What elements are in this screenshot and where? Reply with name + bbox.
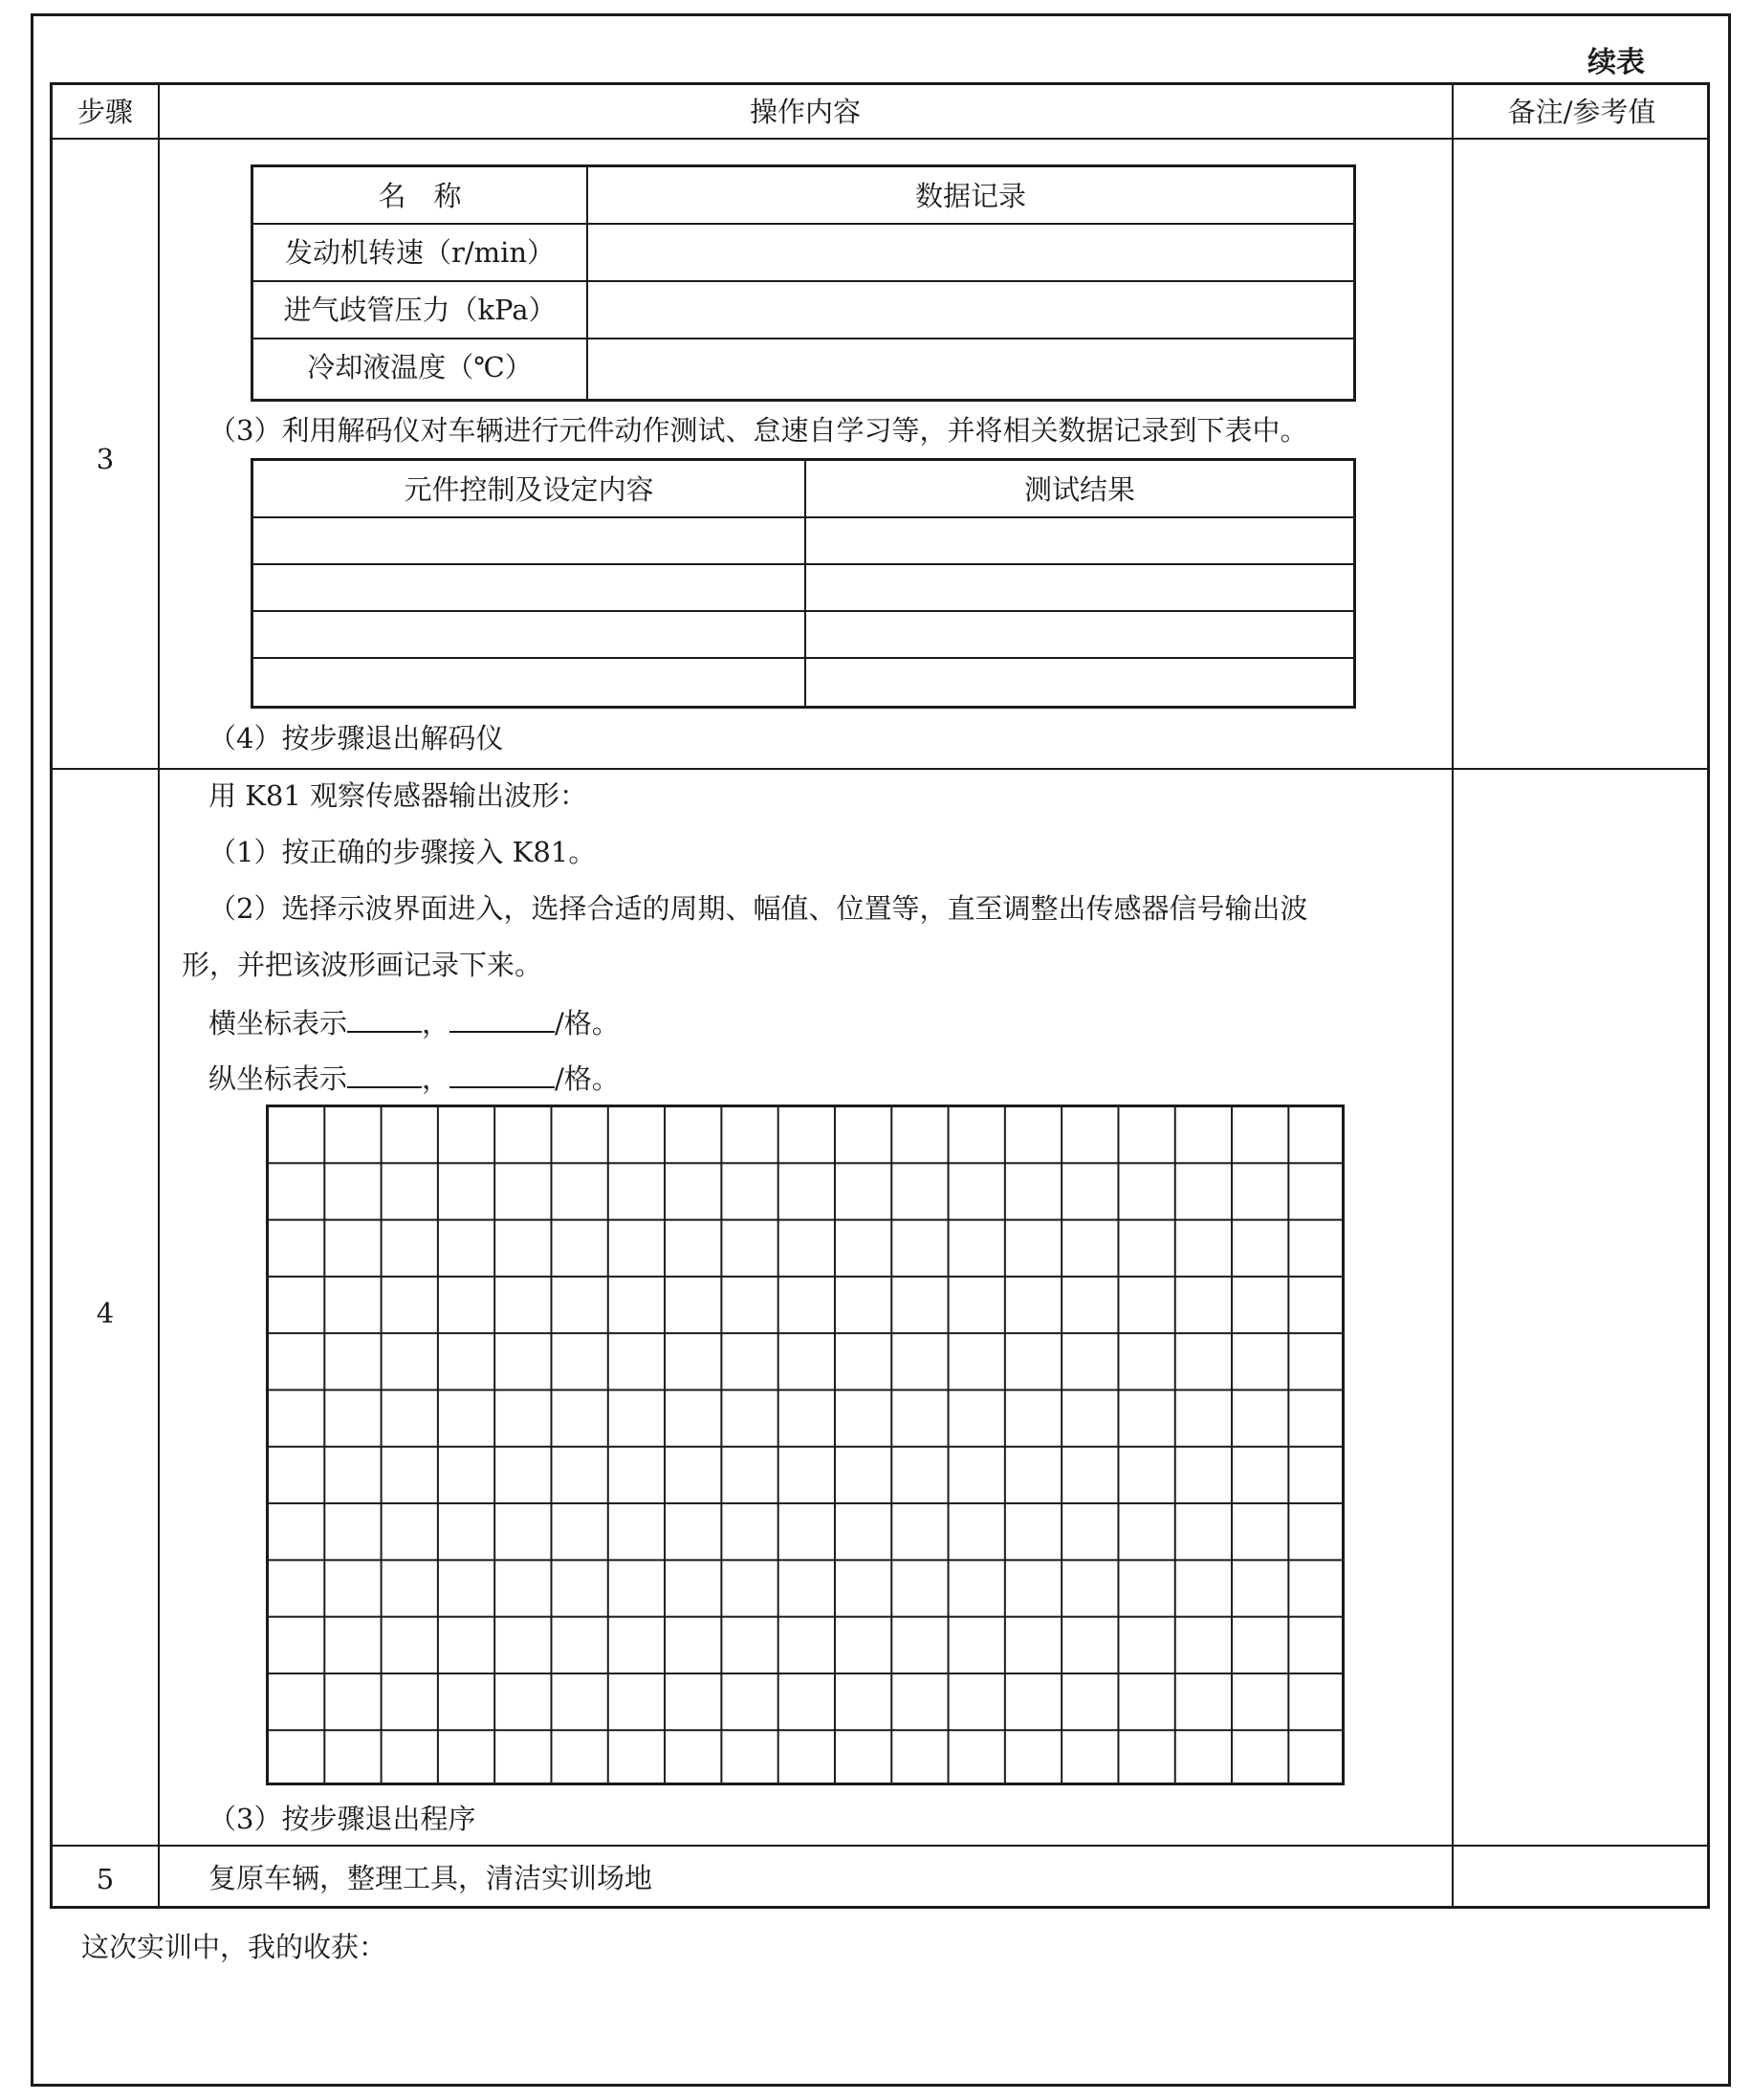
step-number-5: 5 [96, 1863, 115, 1895]
header-record: 数据记录 [914, 180, 1026, 212]
header-test-result: 测试结果 [1023, 473, 1135, 506]
header-content: 操作内容 [749, 96, 861, 128]
x-axis-scale-blank[interactable] [449, 1008, 555, 1033]
header-note: 备注/参考值 [1507, 96, 1656, 128]
step4-item3: （3）按步骤退出程序 [208, 1803, 476, 1835]
test-result-table [251, 458, 1356, 709]
x-axis-line [208, 1008, 620, 1038]
table-row-divider [253, 338, 1353, 339]
step3-instruction-4: （4）按步骤退出解码仪 [208, 722, 504, 755]
step4-intro: 用 K81 观察传感器输出波形： [208, 779, 588, 812]
row-divider [53, 768, 1707, 770]
per-grid-text: /格。 [555, 1062, 620, 1095]
x-axis-label: 横坐标表示 [208, 1007, 348, 1039]
per-grid-text: /格。 [555, 1007, 620, 1039]
footer-prompt: 这次实训中，我的收获： [81, 1931, 387, 1963]
step4-item2-line1: （2）选择示波界面进入，选择合适的周期、幅值、位置等，直至调整出传感器信号输出波 [208, 892, 1308, 925]
table-row-divider [253, 610, 1353, 612]
table-row-divider [253, 657, 1353, 659]
column-divider [158, 85, 160, 1906]
step-number-3: 3 [96, 443, 115, 475]
row-manifold-pressure: 进气歧管压力（kPa） [283, 294, 557, 326]
waveform-grid[interactable] [266, 1105, 1345, 1785]
step4-item1: （1）按正确的步骤接入 K81。 [208, 836, 597, 868]
y-axis-line [208, 1063, 620, 1093]
header-name: 名 称 [378, 180, 462, 212]
header-component-control: 元件控制及设定内容 [404, 473, 654, 506]
table-row-divider [253, 280, 1353, 282]
comma: ， [422, 1007, 450, 1039]
x-axis-quantity-blank[interactable] [347, 1008, 422, 1033]
header-step: 步骤 [77, 96, 133, 128]
row-engine-speed: 发动机转速（r/min） [284, 236, 556, 269]
table-row-divider [253, 563, 1353, 565]
y-axis-quantity-blank[interactable] [347, 1063, 422, 1088]
table-row-divider [253, 223, 1353, 225]
table-row-divider [253, 516, 1353, 518]
row-divider [53, 138, 1707, 140]
row-divider [53, 1845, 1707, 1847]
column-divider [1452, 85, 1454, 1906]
step4-item2-line2: 形，并把该波形画记录下来。 [182, 949, 543, 981]
step3-instruction-3: （3）利用解码仪对车辆进行元件动作测试、怠速自学习等，并将相关数据记录到下表中。 [208, 414, 1308, 447]
step5-content: 复原车辆，整理工具，清洁实训场地 [208, 1862, 653, 1894]
step-number-4: 4 [96, 1297, 115, 1329]
data-record-table [251, 164, 1356, 402]
row-coolant-temp: 冷却液温度（℃） [307, 351, 533, 383]
y-axis-scale-blank[interactable] [449, 1063, 555, 1088]
comma: ， [422, 1062, 450, 1095]
continued-label: 续表 [1588, 46, 1645, 79]
y-axis-label: 纵坐标表示 [208, 1062, 348, 1095]
